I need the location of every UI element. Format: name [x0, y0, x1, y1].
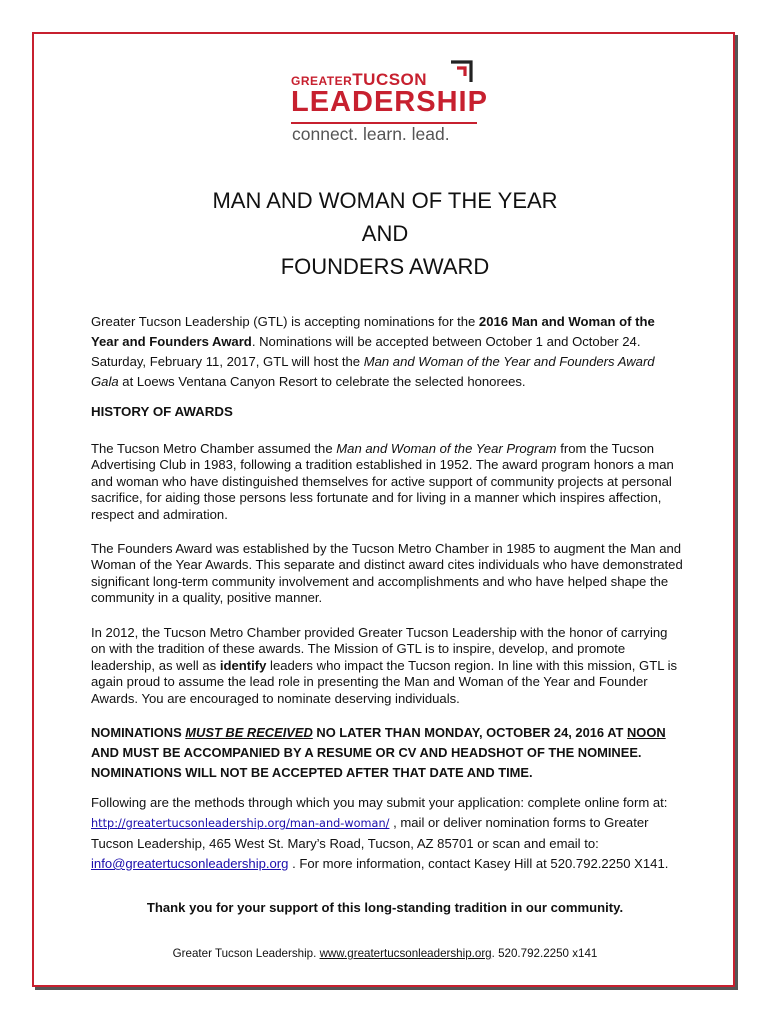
logo-tagline: connect. learn. lead. [292, 124, 450, 144]
thank-you-note: Thank you for your support of this long-standing tradition in our community. [146, 900, 624, 915]
history-p1-program: Man and Woman of the Year Program [336, 441, 557, 456]
notice-text-1: NOMINATIONS [91, 725, 186, 740]
deadline-notice [91, 723, 685, 783]
intro-paragraph [91, 312, 685, 392]
submit-text-2: , mail or deliver nomination forms to Greater Tucson Leadership, 465 West St. Mary’s Road, Tucson, AZ 85701 or scan and email to: [91, 815, 649, 851]
history-p3-text-1: In 2012, the Tucson Metro Chamber provided Greater Tucson Leadership with the honor of carrying on with the tradition of these awards. The Mission of GTL is to inspire, develop, and promote leadership, as well as [91, 625, 668, 673]
intro-text-2: . Nominations will be accepted between October 1 and October 24. Saturday, February 11, 2017, GTL will host the [91, 334, 641, 369]
logo-greater: GREATER [291, 74, 353, 88]
submit-text-1: Following are the methods through which you may submit your application: complete online form at: [91, 795, 668, 810]
history-p1-text-2: from the Tucson Advertising Club in 1983, following a tradition established in 1952. The award program honors a man and woman who have distinguished themselves for active support of community projects at personal sacrifice, for aiding those persons less fortunate and for living in a manner which inspires affection, respect and admiration. [91, 441, 674, 522]
notice-must-be-received: MUST BE RECEIVED [185, 725, 313, 740]
double-chevron-icon [449, 58, 477, 86]
history-paragraph-1 [91, 441, 685, 523]
footer-phone: . 520.792.2250 x141 [491, 947, 598, 960]
title-line-3: FOUNDERS AWARD [280, 254, 490, 279]
history-p1-text-1: The Tucson Metro Chamber assumed the [91, 441, 337, 456]
email-link[interactable]: info@greatertucsonleadership.org [91, 856, 289, 871]
submission-paragraph [91, 793, 685, 874]
notice-text-3: AND MUST BE ACCOMPANIED BY A RESUME OR CV AND HEADSHOT OF THE NOMINEE. NOMINATIONS WILL NOT BE ACCEPTED AFTER THAT DATE AND TIME. [91, 745, 642, 780]
logo-tucson: TUCSON [352, 70, 428, 89]
nomination-form-link[interactable]: http://greatertucsonleadership.org/man-and-woman/ [91, 817, 390, 830]
intro-gala-name: Man and Woman of the Year and Founders Award Gala [91, 354, 655, 389]
notice-text-2: NO LATER THAN MONDAY, OCTOBER 24, 2016 AT [312, 725, 627, 740]
footer [0, 947, 770, 960]
submit-text-3: . For more information, contact Kasey Hill at 520.792.2250 X141. [288, 856, 669, 871]
gtl-logo [291, 58, 488, 148]
logo-leadership: LEADERSHIP [291, 86, 488, 118]
intro-text-1: Greater Tucson Leadership (GTL) is accepting nominations for the [91, 314, 479, 329]
footer-website-link[interactable]: www.greatertucsonleadership.org [319, 947, 492, 960]
history-paragraph-3 [91, 625, 685, 707]
intro-award-name: 2016 Man and Woman of the Year and Founders Award [91, 314, 655, 349]
notice-noon: NOON [627, 725, 666, 740]
title-line-1: MAN AND WOMAN OF THE YEAR [212, 188, 558, 213]
history-p3-identify: identify [219, 657, 267, 673]
history-paragraph-2: The Founders Award was established by the Tucson Metro Chamber in 1985 to augment the Man and Woman of the Year Awards. This separate and distinct award cites individuals who have demonstrated significant long-term community involvement and accomplishments and who have helped shape the community in a quality, positive manner. [91, 541, 683, 606]
history-p3-text-2: leaders who impact the Tucson region. In line with this mission, GTL is again proud to assume the lead role in presenting the Man and Woman of the Year and Founder Awards. You are encouraged to nominate deserving individuals. [91, 657, 678, 706]
intro-text-3: at Loews Ventana Canyon Resort to celebrate the selected honorees. [118, 374, 526, 389]
footer-org: Greater Tucson Leadership. [172, 947, 320, 960]
document-title [0, 184, 770, 283]
history-heading: HISTORY OF AWARDS [91, 404, 233, 419]
title-line-2: AND [361, 221, 409, 246]
